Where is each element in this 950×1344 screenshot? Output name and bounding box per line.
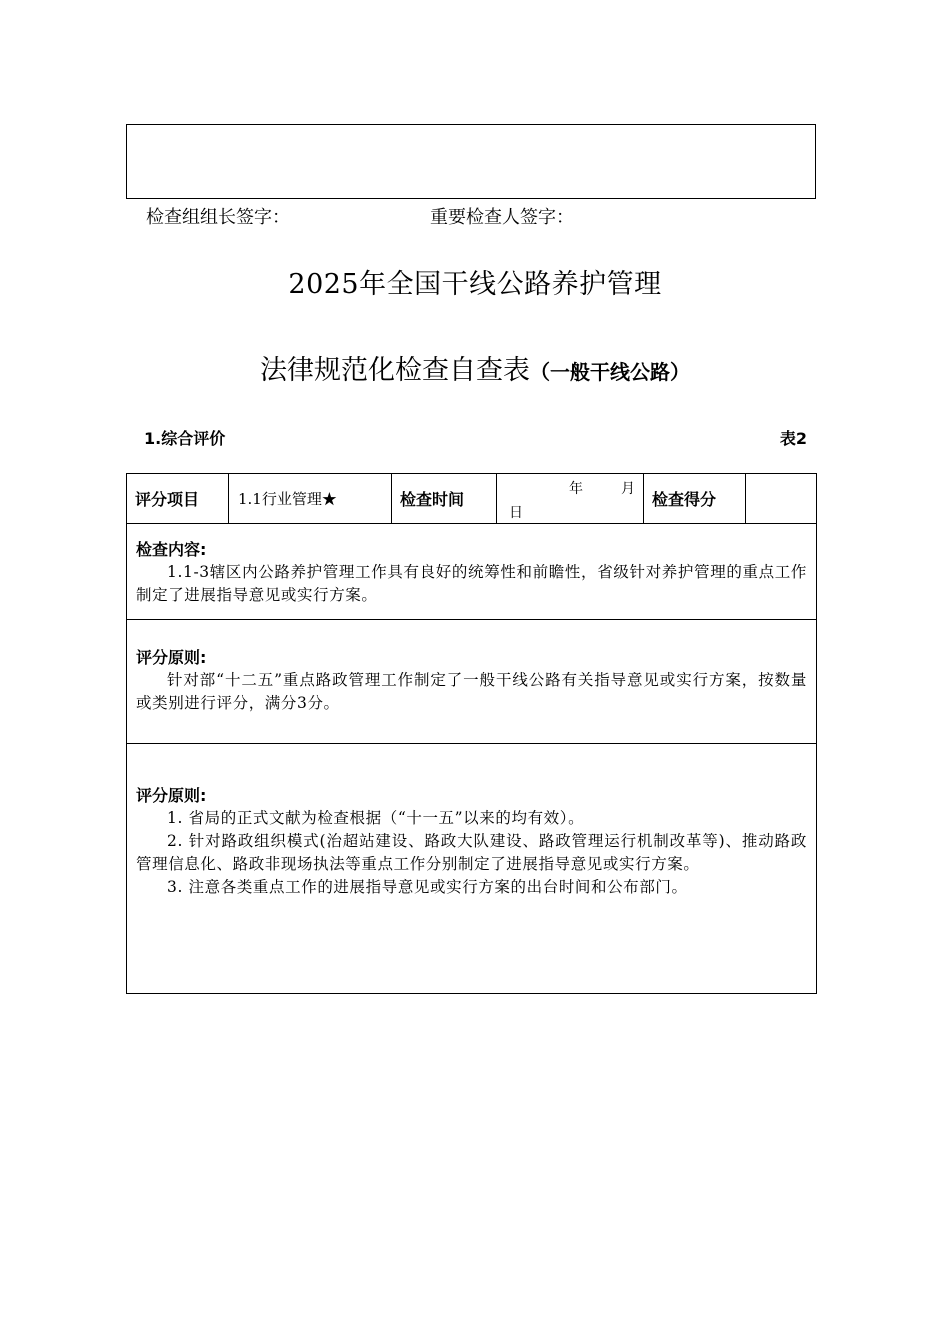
item-label-cell: 评分项目 bbox=[127, 474, 229, 524]
item-value-cell: 1.1行业管理★ bbox=[229, 474, 392, 524]
section-heading: 1.综合评价 bbox=[144, 429, 226, 448]
content-cell bbox=[127, 524, 817, 620]
document-title-line1: 2025年全国干线公路养护管理 bbox=[288, 269, 662, 300]
signature-row bbox=[146, 203, 574, 229]
content-row bbox=[127, 524, 817, 620]
inspection-date-cell[interactable] bbox=[497, 474, 644, 524]
signature-box bbox=[126, 124, 816, 199]
rule1-text: 针对部“十二五”重点路政管理工作制定了一般干线公路有关指导意见或实行方案，按数量或类别进行评分，满分3分。 bbox=[136, 671, 807, 712]
time-label-cell: 检查时间 bbox=[392, 474, 497, 524]
rule2-label: 评分原则: bbox=[136, 786, 207, 805]
rule2-item: 2. 针对路政组织模式(治超站建设、路政大队建设、路政管理运行机制改革等)、推动路政管理信息化、路政非现场执法等重点工作分别制定了进展指导意见或实行方案。 bbox=[136, 832, 807, 873]
table-header-row bbox=[127, 474, 817, 524]
date-year: 年 bbox=[569, 481, 583, 497]
rule2-row bbox=[127, 744, 817, 994]
rule1-row bbox=[127, 620, 817, 744]
rule2-cell bbox=[127, 744, 817, 994]
date-month: 月 bbox=[621, 481, 635, 497]
content-label: 检查内容: bbox=[136, 540, 207, 559]
evaluation-table bbox=[126, 473, 817, 994]
date-day: 日 bbox=[509, 505, 523, 521]
score-label-cell: 检查得分 bbox=[644, 474, 746, 524]
content-text: 1.1-3辖区内公路养护管理工作具有良好的统筹性和前瞻性，省级针对养护管理的重点工作制定了进展指导意见或实行方案。 bbox=[136, 563, 807, 604]
rule2-item: 1. 省局的正式文献为检查根据（“十一五”以来的均有效）。 bbox=[167, 809, 585, 827]
rule2-item: 3. 注意各类重点工作的进展指导意见或实行方案的出台时间和公布部门。 bbox=[167, 878, 688, 896]
rule1-label: 评分原则: bbox=[136, 648, 207, 667]
inspector-signature-label: 重要检查人签字： bbox=[430, 207, 574, 228]
score-value-cell[interactable] bbox=[746, 474, 817, 524]
title-sub: （一般干线公路） bbox=[530, 360, 690, 384]
document-title-line2 bbox=[0, 348, 950, 387]
title-main: 法律规范化检查自查表 bbox=[260, 355, 530, 386]
section-heading-row bbox=[144, 426, 807, 449]
leader-signature-label: 检查组组长签字： bbox=[146, 207, 290, 228]
table-number: 表2 bbox=[779, 429, 807, 448]
rule1-cell bbox=[127, 620, 817, 744]
